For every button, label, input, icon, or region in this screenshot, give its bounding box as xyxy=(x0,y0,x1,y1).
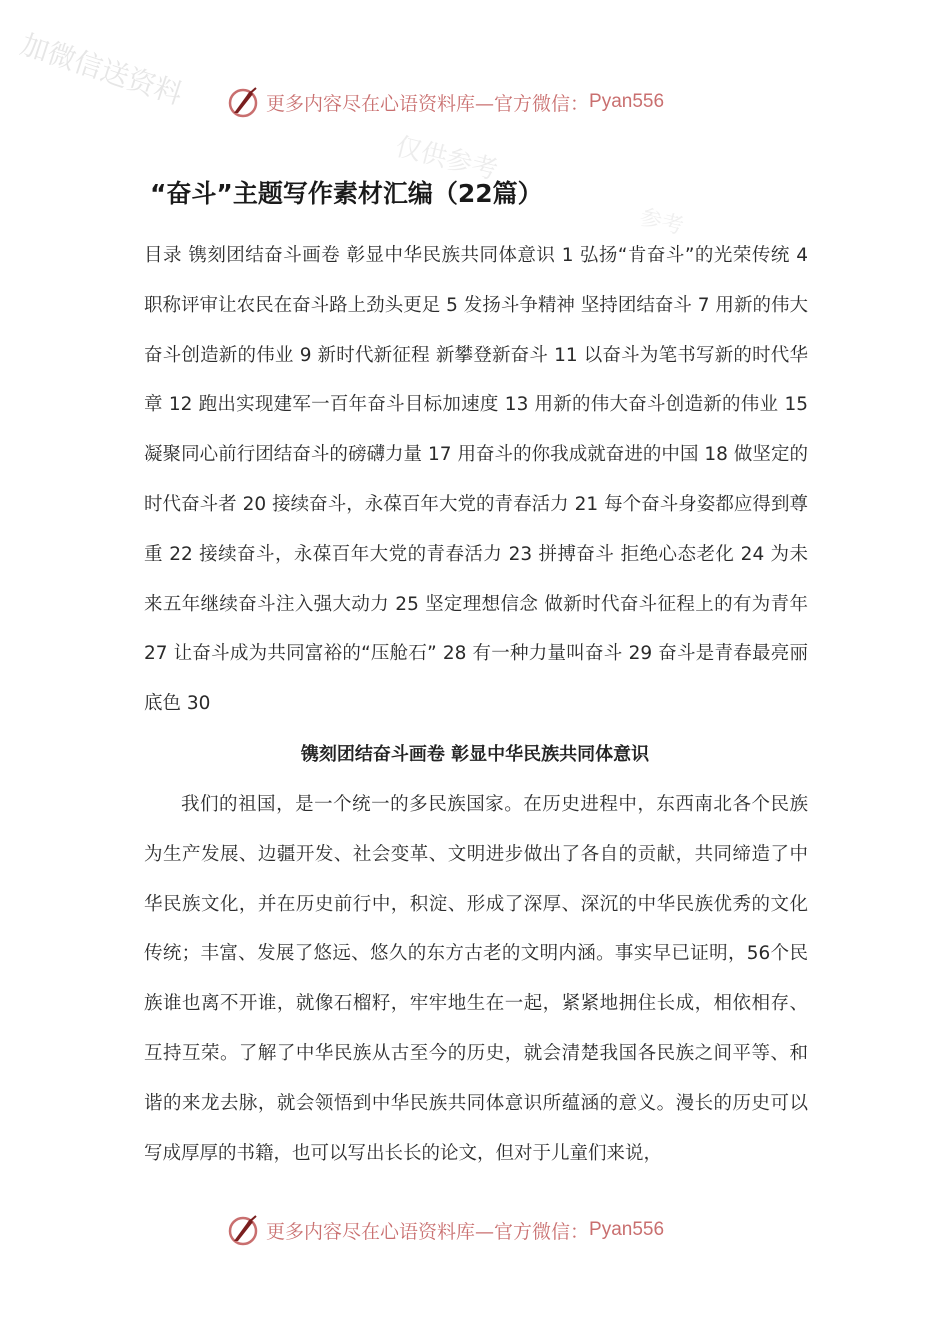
document-title: “奋斗”主题写作素材汇编（22篇） xyxy=(150,179,543,208)
header-banner xyxy=(226,82,746,122)
table-of-contents: 目录 镌刻团结奋斗画卷 彰显中华民族共同体意识 1 弘扬“肯奋斗”的光荣传统 4 职称评审让农民在奋斗路上劲头更足 5 发扬斗争精神 坚持团结奋斗 7 用新的伟大奋斗创造新的伟业 9 新时代新征程 新攀登新奋斗 11 以奋斗为笔书写新的时代华章 12 跑出实现建军一百年奋斗目标加速度 13 用新的伟大奋斗创造新的伟业 15 凝聚同心前行团结奋斗的磅礴力量 17 用奋斗的你我成就奋进的中国 18 做坚定的时代奋斗者 20 接续奋斗，永葆百年大党的青春活力 21 每个奋斗身姿都应得到尊重 22 接续奋斗，永葆百年大党的青春活力 23 拼搏奋斗 拒绝心态老化 24 为未来五年继续奋斗注入强大动力 25 坚定理想信念 做新时代奋斗征程上的有为青年 27 让奋斗成为共同富裕的“压舱石” 28 有一种力量叫奋斗 29 奋斗是青春最亮丽底色 30 xyxy=(144,245,808,715)
section-title: 镌刻团结奋斗画卷 彰显中华民族共同体意识 xyxy=(300,744,650,765)
wechat-id: Pyan556 xyxy=(589,91,665,112)
quill-logo-icon xyxy=(226,85,260,119)
banner-text: 更多内容尽在心语资料库—官方微信： xyxy=(266,1220,590,1243)
watermark-text-3: 参考 xyxy=(637,204,686,240)
watermark-text-2: 仅供参考 xyxy=(392,131,501,187)
banner-text: 更多内容尽在心语资料库—官方微信： xyxy=(266,92,590,115)
watermark-text: 加微信送资料 xyxy=(16,27,187,112)
quill-logo-icon xyxy=(226,1213,260,1247)
footer-banner xyxy=(226,1210,746,1250)
body-paragraph: 我们的祖国，是一个统一的多民族国家。在历史进程中，东西南北各个民族为生产发展、边疆开发、社会变革、文明进步做出了各自的贡献，共同缔造了中华民族文化，并在历史前行中，积淀、形成了深厚、深沉的中华民族优秀的文化传统；丰富、发展了悠远、悠久的东方古老的文明内涵。事实早已证明，56个民族谁也离不开谁，就像石榴籽，牢牢地生在一起，紧紧地拥住长成，相依相存、互持互荣。了解了中华民族从古至今的历史，就会清楚我国各民族之间平等、和谐的来龙去脉，就会领悟到中华民族共同体意识所蕴涵的意义。漫长的历史可以写成厚厚的书籍，也可以写出长长的论文，但对于儿童们来说， xyxy=(144,794,808,1164)
wechat-id: Pyan556 xyxy=(589,1219,665,1240)
